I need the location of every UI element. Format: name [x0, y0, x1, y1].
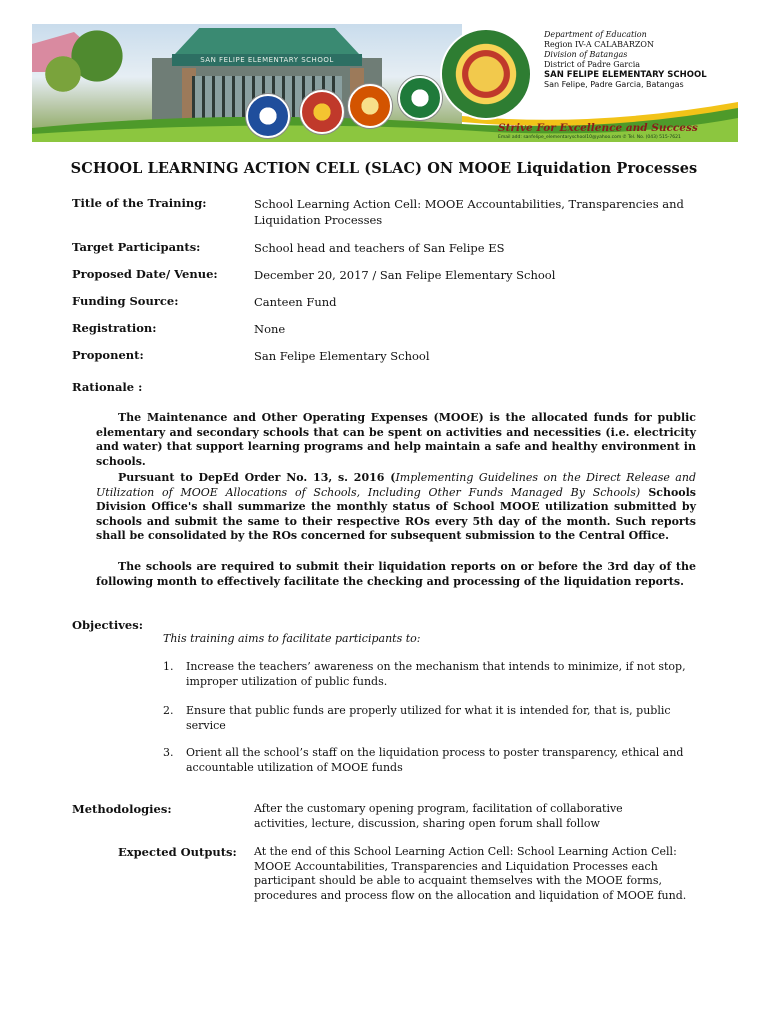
deped-line: Department of Education: [544, 30, 647, 39]
district-seal-icon: [398, 76, 442, 120]
field-label-participants: Target Participants:: [72, 240, 201, 254]
region-line: Region IV-A CALABARZON: [544, 40, 654, 49]
field-label-training-title: Title of the Training:: [72, 196, 207, 210]
expected-outputs-heading: Expected Outputs:: [118, 845, 237, 859]
deped-seal-icon: [246, 94, 290, 138]
rationale-p2-text: Schools Division Office's shall summarize the monthly status of School MOOE utilization submitted by schools and submit the same to their respective ROs every 5th day of the month. Such reports shall be consolidated by the ROs concerned for subsequent submission to the Central Office.: [96, 485, 697, 542]
deped-logo-icon: [300, 90, 344, 134]
field-label-proponent: Proponent:: [72, 348, 144, 362]
document-title: SCHOOL LEARNING ACTION CELL (SLAC) ON MOOE Liquidation Processes: [70, 160, 698, 177]
rationale-p2-italic: Implementing Guidelines on the Direct Release and Utilization of MOOE Allocations of Schools, Including Other Funds Managed By Schools): [96, 471, 696, 499]
division-line: Division of Batangas: [544, 50, 628, 59]
rationale-p2-text: Pursuant to DepEd Order No. 13, s. 2016 (: [118, 471, 396, 484]
rationale-paragraph-1: The Maintenance and Other Operating Expenses (MOOE) is the allocated funds for public elementary and secondary schools that can be spent on activities and necessities (i.e. electricity and water) that support learning programs and help maintain a safe and healthy environment in schools.: [96, 411, 696, 468]
field-value-registration: None: [254, 322, 286, 336]
rationale-paragraph-2: [96, 471, 696, 544]
header-text: [544, 30, 738, 90]
field-label-registration: Registration:: [72, 321, 157, 335]
field-label-date-venue: Proposed Date/ Venue:: [72, 267, 218, 281]
gate-sign: SAN FELIPE ELEMENTARY SCHOOL: [172, 54, 362, 66]
field-label-funding: Funding Source:: [72, 294, 179, 308]
district-line: District of Padre Garcia: [544, 60, 641, 69]
school-motto: Strive For Excellence and Success: [498, 122, 698, 134]
objectives-intro: This training aims to facilitate participants to:: [163, 632, 421, 645]
contact-line: Email add: sanfelipe_elementaryschool10@yahoo.com ✆ Tel. No. (043) 515-7621: [498, 135, 681, 140]
rationale-paragraph-3: The schools are required to submit their liquidation reports on or before the 3rd day of the following month to effectively facilitate the checking and processing of the liquidation reports.: [96, 560, 696, 588]
header-banner: [32, 24, 738, 142]
field-value-proponent: San Felipe Elementary School: [254, 349, 430, 363]
field-value-date-venue: December 20, 2017 / San Felipe Elementary School: [254, 268, 556, 282]
field-value-participants: School head and teachers of San Felipe ES: [254, 241, 505, 255]
objective-text: Ensure that public funds are properly utilized for what it is intended for, that is, public service: [186, 704, 671, 732]
objective-text: Orient all the school’s staff on the liquidation process to poster transparency, ethical and accountable utilization of MOOE funds: [186, 746, 684, 774]
school-name: SAN FELIPE ELEMENTARY SCHOOL: [544, 70, 707, 80]
school-address: San Felipe, Padre Garcia, Batangas: [544, 80, 684, 89]
objective-number: 2.: [163, 704, 174, 717]
objective-number: 3.: [163, 746, 174, 759]
field-value-funding: Canteen Fund: [254, 295, 337, 309]
methodologies-text: After the customary opening program, facilitation of collaborative activities, lecture, discussion, sharing open forum shall follow: [254, 802, 623, 830]
rationale-heading: Rationale :: [72, 380, 143, 394]
expected-outputs-text: At the end of this School Learning Action Cell: School Learning Action Cell: MOOE Accountabilities, Transparencies and Liquidation Processes each participant should be able to acquaint themselves with the MOOE forms, procedures and process flow on the allocation and liquidation of MOOE fund.: [254, 845, 687, 902]
division-seal-icon: [348, 84, 392, 128]
objective-text: Increase the teachers’ awareness on the mechanism that intends to minimize, if not stop, improper utilization of public funds.: [186, 660, 686, 688]
methodologies-heading: Methodologies:: [72, 802, 172, 816]
objectives-heading: Objectives:: [72, 618, 143, 632]
field-value-training-title: School Learning Action Cell: MOOE Accountabilities, Transparencies and Liquidation Processes: [254, 197, 684, 227]
objective-number: 1.: [163, 660, 174, 673]
tree-graphic: [38, 54, 88, 94]
school-seal-icon: [440, 28, 532, 120]
